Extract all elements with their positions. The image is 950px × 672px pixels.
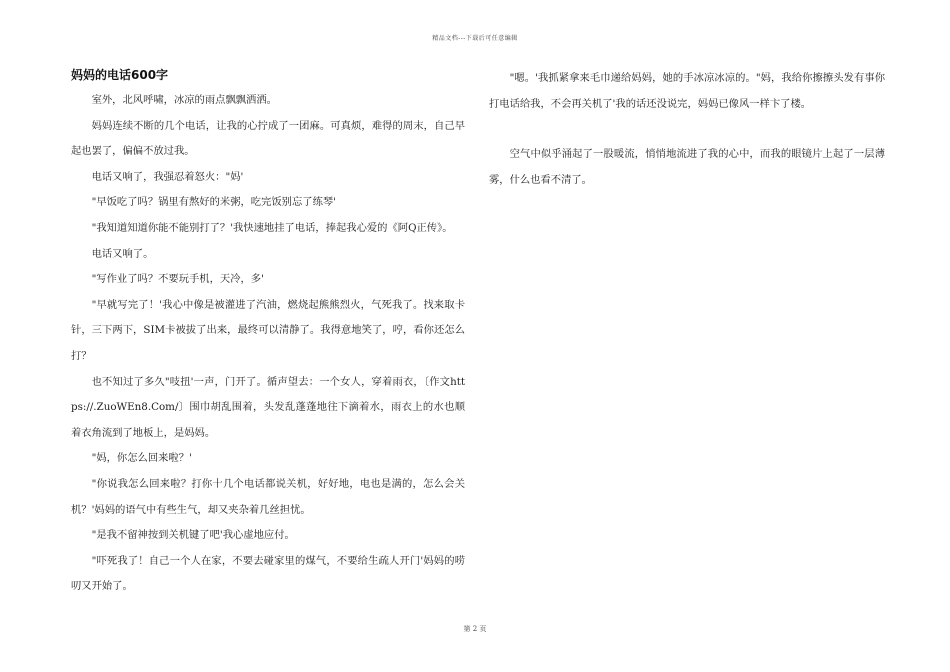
paragraph: 电话又响了，我强忍着怒火："妈': [91, 170, 244, 183]
paragraph: "早饭吃了吗？锅里有熬好的米粥，吃完饭别忘了练琴': [91, 196, 336, 209]
paragraph-gap: [489, 117, 885, 142]
paragraph: 妈妈连续不断的几个电话，让我的心拧成了一团麻。可真烦，难得的周末，自己早起也罢了，偏偏不放过我。: [71, 119, 465, 158]
paragraph: 也不知过了多久"吱扭'一声，门开了。循声望去：一个女人，穿着雨衣，〔作文https://.ZuoWEn8.Com/〕围巾胡乱围着，头发乱蓬蓬地往下滴着水，雨衣上的水也顺着衣角流到了地板上，是妈妈。: [71, 375, 465, 439]
paragraph: "早就写完了！'我心中像是被灌进了汽油，燃烧起熊熊烈火，气死我了。找来取卡针，三下两下，SIM卡被拔了出来，最终可以清静了。我得意地笑了，哼，看你还怎么打？: [71, 298, 465, 362]
paragraph: 室外，北风呼啸，冰凉的雨点飘飘洒洒。: [91, 94, 277, 106]
right-column: [489, 66, 885, 193]
page-footer: 第 2 页: [463, 625, 487, 633]
paragraph: 电话又响了。: [91, 247, 154, 260]
paragraph: 空气中似乎涌起了一股暖流，悄悄地流进了我的心中，而我的眼镜片上起了一层薄雾，什么也看不清了。: [489, 148, 885, 186]
paragraph: "我知道知道你能不能别打了？'我快速地挂了电话，捧起我心爱的《阿Q正传》。: [91, 221, 453, 234]
paragraph: "嗯。'我抓紧拿来毛巾递给妈妈，她的手冰凉冰凉的。"妈，我给你擦擦头发有事你打电话给我，不会再关机了'我的话还没说完，妈妈已像风一样卞了楼。: [489, 72, 885, 110]
paragraph: "妈，你怎么回来啦？': [91, 452, 192, 465]
left-column: [71, 66, 465, 600]
paragraph: "吓死我了！自己一个人在家，不要去碰家里的煤气，不要给生疏人开门'妈妈的唠叨又开始了。: [71, 554, 465, 593]
paragraph: "是我不留神按到关机键了吧'我心虚地应付。: [91, 529, 295, 542]
page-header: 精品文档---下载后可任意编辑: [432, 35, 518, 42]
paragraph: "你说我怎么回来啦？打你十几个电话都说关机，好好地，电也是满的，怎么会关机？'妈妈的语气中有些生气，却又夹杂着几丝担忧。: [71, 477, 465, 516]
article-title: 妈妈的电话600字: [71, 68, 169, 82]
paragraph: "写作业了吗？不要玩手机，天冷，多': [91, 273, 264, 286]
